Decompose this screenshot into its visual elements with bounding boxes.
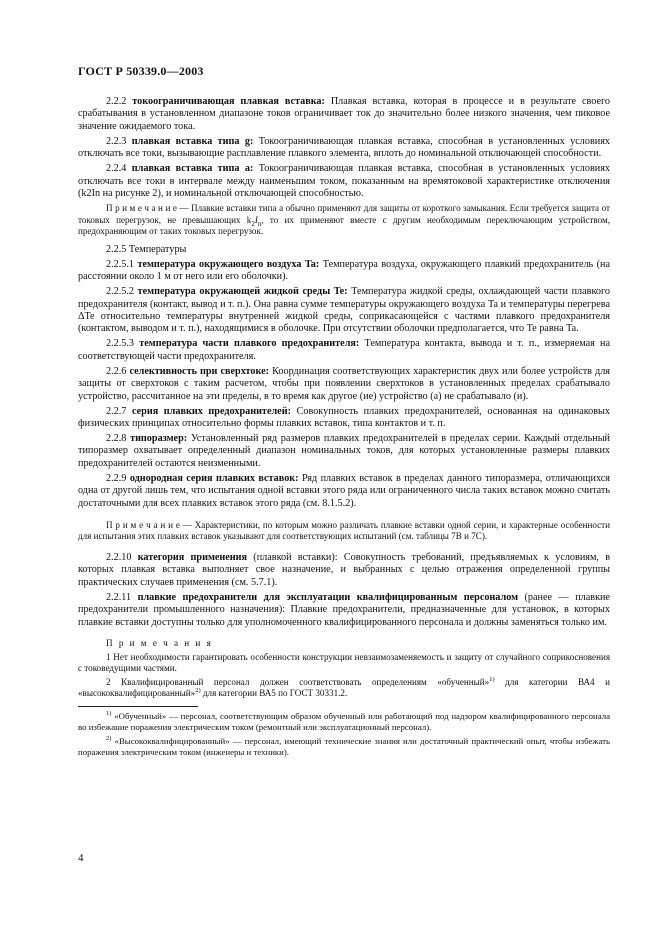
clause-2-2-5-1 <box>78 259 610 284</box>
clause-2-2-7 <box>78 406 610 431</box>
footnote-text: «Обученный» — персонал, соответствующим образом обученный или работающий под надзором квалифицированного персонала во избежание поражения электрическим током (ремонтный или эксплуатационный персонал). <box>78 710 610 733</box>
clause-term: однородная серия плавких вставок: <box>129 472 299 484</box>
document-body <box>78 96 610 762</box>
clause-term: серия плавких предохранителей: <box>131 405 291 417</box>
clause-2-2-8 <box>78 433 610 470</box>
clause-term: температура окружающей жидкой среды Te: <box>137 286 348 298</box>
clause-2-2-11 <box>78 592 610 629</box>
clause-number: 2.2.3 <box>106 135 127 147</box>
clause-2-2-6 <box>78 366 610 403</box>
clause-text: Токоограничивающая плавкая вставка, способная в установленных условиях отключать все токи в интервале между наименьшим током, показанным на времятоковой характеристике отключения (k2In на рисунке 2), и номинальной отключающей способностью. <box>78 163 610 200</box>
clause-term: температура окружающего воздуха Ta: <box>137 258 320 270</box>
clause-number: 2.2.5.3 <box>106 338 135 350</box>
clause-number: 2.2.6 <box>106 365 127 377</box>
note-series-characteristics <box>78 520 610 543</box>
clause-2-2-5-3 <box>78 338 610 363</box>
clause-text: Температура жидкой среды, охлаждающей части плавкого предохранителя (контакт, вывод и т. п.). Она равна сумме температуры окружающего воздуха Ta и температуры перегрева ΔTe относительно температуры внутренней жидкой среды, соприкасающейся с частями плавкого предохранителя (контактом, выводом и т. п.), находящимися в оболочке. При отсутствии оболочки предполагается, что Te равна Ta. <box>78 286 610 335</box>
footnote-1 <box>78 711 610 733</box>
footnote-2 <box>78 736 610 758</box>
clause-2-2-2 <box>78 96 610 133</box>
note-2 <box>78 677 610 700</box>
clause-2-2-4 <box>78 163 610 200</box>
section-temperatures: 2.2.5 Температуры <box>106 243 187 255</box>
clause-number: 2.2.2 <box>106 96 127 107</box>
clause-number: 2.2.11 <box>106 591 132 603</box>
note-label: П р и м е ч а н и е — <box>106 519 192 530</box>
clause-2-2-9 <box>78 473 610 510</box>
note-text: для категории ВА4 и «высококвалифицированный» <box>78 676 611 699</box>
note-text: 2 Квалифицированный персонал должен соответствовать определениям «обученный» <box>106 676 490 687</box>
clause-number: 2.2.7 <box>106 405 127 417</box>
clause-text: Токоограничивающая плавкая вставка, способная в установленных условиях отключать все токи, вызывающие расплавление плавкого элемента, вплоть до номинальной отключающей способности. <box>78 135 610 160</box>
clause-term: плавкая вставка типа g: <box>131 135 254 147</box>
clause-number: 2.2.5.2 <box>106 286 135 298</box>
note-text-cont: , то их применяют вместе с другим необходимым переключающим устройством, предохраняющим от таких токовых перегрузок. <box>78 214 610 237</box>
page-header: ГОСТ Р 50339.0—2003 <box>78 64 204 78</box>
clause-term: типоразмер: <box>130 433 188 445</box>
clause-text: Ряд плавких вставок в пределах данного типоразмера, отличающихся одна от другой лишь тем, что испытания одной вставки этого ряда или ограниченного числа таких вставок можно считать достаточными для всех плавких вставок этого ряда (см. 8.1.5.2). <box>78 472 610 509</box>
clause-number: 2.2.8 <box>106 433 127 445</box>
clause-number: 2.2.9 <box>106 472 127 484</box>
clause-2-2-5-2 <box>78 286 610 336</box>
footnote-ref: 1) <box>489 675 495 683</box>
clause-term: температура части плавкого предохранителя: <box>139 338 360 350</box>
clause-term: плавкие предохранители для эксплуатации квалифицированным персоналом <box>137 591 519 603</box>
footnote-mark: 1) <box>106 709 112 717</box>
clause-term: токоограничивающая плавкая вставка: <box>132 96 325 107</box>
clause-2-2-3 <box>78 136 610 161</box>
footnote-mark: 2) <box>106 735 112 743</box>
note-text: Плавкие вставки типа a обычно применяют для защиты от короткого замыкания. Если требуется защита от токовых перегрузок, не превышающих k <box>78 203 610 225</box>
notes-heading: П р и м е ч а н и я <box>106 637 213 648</box>
note-label: П р и м е ч а н и е — <box>106 203 189 214</box>
clause-term: селективность при сверхтоке: <box>129 365 270 377</box>
page-number: 4 <box>78 852 84 864</box>
footnote-text: «Высококвалифицированный» — персонал, имеющий технические знания или достаточный практический опыт, чтобы избежать поражения электрическим током (инженеры и техники). <box>78 736 610 758</box>
clause-term: категория применения <box>137 551 248 563</box>
clause-term: плавкая вставка типа a: <box>131 163 254 175</box>
clause-text: Плавкая вставка, которая в процессе и в результате своего срабатывания в установленном диапазоне токов ограничивает ток до значительно более низкого значения, чем пиковое значение ожидаемого тока. <box>78 96 611 132</box>
footnote-ref: 2) <box>195 687 201 695</box>
clause-text: Установленный ряд размеров плавких предохранителей в пределах серии. Каждый отдельный типоразмер охватывает определенный диапазон номинальных токов, для которых установленные размеры плавких предохранителей остаются неизменными. <box>78 433 611 469</box>
clause-number: 2.2.10 <box>106 551 132 563</box>
clause-text: Температура воздуха, окружающего плавкий предохранитель (на расстоянии около 1 м от него или его оболочки). <box>78 258 611 283</box>
clause-text: (ранее — плавкие предохранители промышленного назначения): Плавкие предохранители, предназначенные для установок, в которых плавкие вставки доступны только для уполномоченного квалифицированного персонала и должны заменяться только им. <box>78 591 610 628</box>
clause-number: 2.2.5.1 <box>106 258 135 270</box>
note-fuse-type-a: П р и м е ч а н и е — Плавкие вставки типа a обычно применяют для защиты от короткого замыкания. Если требуется защита от токовых перегрузок, не превышающих $k_2I_n$, то их применяют вместе с другим необходимым переключающим устройством, предохраняющим от таких токовых перегрузок. <box>78 203 610 237</box>
clause-number: 2.2.4 <box>106 163 127 175</box>
clause-text: Температура контакта, вывода и т. п., измеряемая на соответствующей части предохранителя. <box>78 338 610 362</box>
note-1: 1 Нет необходимости гарантировать особенности конструкции невзаимозаменяемость и защиту от случайного соприкосновения с токоведущими частями. <box>78 651 610 674</box>
note-text: для категории ВА5 по ГОСТ 30331.2. <box>200 688 348 699</box>
note-text: Характеристики, по которым можно различать плавкие вставки одной серии, и характерные особенности для испытания этих плавких вставок указывают для соответствующих испытаний (см. таблицы 7В и 7С). <box>78 519 611 542</box>
footnote-divider <box>78 706 198 707</box>
clause-2-2-10 <box>78 552 610 589</box>
clause-text: Координация соответствующих характеристик двух или более устройств для защиты от сверхтоков с таким расчетом, чтобы при появлении сверхтоков в установленных пределах срабатывало устройство, рассчитанное на эти пределы, в то время как другое (ие) устройство (а) не срабатывало (и). <box>78 365 610 402</box>
clause-text: (плавкой вставки): Совокупность требований, предъявляемых к условиям, в которых плавкая вставка выполняет свое назначение, и выбранных с целью отражения определенной группы практических случаев применения (см. 5.7.1). <box>78 551 611 588</box>
clause-text: Совокупность плавких предохранителей, основанная на одинаковых физических принципах относительно формы плавких вставок, типа контактов и т. п. <box>78 405 610 430</box>
